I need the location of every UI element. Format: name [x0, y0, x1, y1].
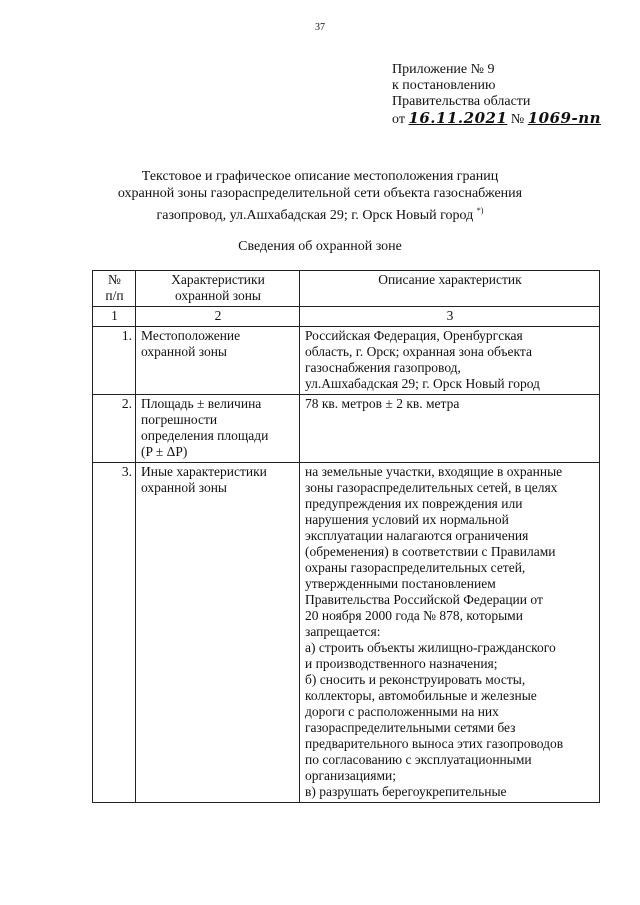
description-line: газораспределительными сетями без: [305, 720, 516, 735]
row-number: 2.: [93, 395, 136, 463]
header-description: Описание характеристик: [300, 271, 600, 307]
number-prefix: №: [510, 112, 525, 127]
title-line: [60, 202, 580, 224]
title-line: Текстовое и графическое описание местоположения границ: [141, 169, 499, 184]
handwritten-number: 1069-пп: [527, 109, 602, 127]
date-prefix: от: [392, 112, 405, 127]
description-line: (обременения) в соответствии с Правилами: [305, 544, 556, 559]
description-line: Российская Федерация, Оренбургская: [305, 328, 523, 343]
header-text: №: [108, 272, 121, 287]
description-line: предварительного выноса этих газопроводов: [305, 736, 564, 751]
description-line: предупреждения их повреждения или: [305, 496, 523, 511]
description-line: по согласованию с эксплуатационными: [305, 752, 532, 767]
table-header-row: [93, 271, 600, 307]
description-line: на земельные участки, входящие в охранные: [305, 464, 563, 479]
header-characteristic: [136, 271, 300, 307]
row-description: [300, 463, 600, 803]
title-line-text: газопровод, ул.Ашхабадская 29; г. Орск Новый город: [156, 208, 474, 223]
characteristic-line: Иные характеристики: [141, 464, 267, 479]
title-line: охранной зоны газораспределительной сети объекта газоснабжения: [117, 186, 523, 201]
appendix-line: Приложение № 9: [392, 62, 495, 77]
table-row: [93, 327, 600, 395]
row-characteristic: [136, 327, 300, 395]
description-line: эксплуатации налагаются ограничения: [305, 528, 529, 543]
description-line: нарушения условий их нормальной: [305, 512, 509, 527]
protection-zone-table: [92, 270, 600, 803]
header-text: п/п: [105, 288, 124, 303]
description-line: запрещается:: [305, 624, 381, 639]
description-line: охраны газораспределительных сетей,: [305, 560, 526, 575]
document-title: [60, 168, 580, 224]
handwritten-date: 16.11.2021: [408, 109, 508, 127]
characteristic-line: Местоположение: [141, 328, 241, 343]
description-line: и производственного назначения;: [305, 656, 498, 671]
column-number: 1: [93, 307, 136, 327]
column-number: 2: [136, 307, 300, 327]
description-line: газоснабжения газопровод,: [305, 360, 461, 375]
row-characteristic: [136, 463, 300, 803]
description-line: 20 ноября 2000 года № 878, которыми: [305, 608, 523, 623]
header-text: охранной зоны: [174, 288, 261, 303]
column-number: 3: [300, 307, 600, 327]
row-description: [300, 395, 600, 463]
header-number: [93, 271, 136, 307]
characteristic-line: определения площади: [141, 428, 269, 443]
description-line: область, г. Орск; охранная зона объекта: [305, 344, 532, 359]
description-line: а) строить объекты жилищно-гражданского: [305, 640, 556, 655]
description-line: в) разрушать берегоукрепительные: [305, 784, 507, 799]
page-number: 37: [315, 22, 325, 33]
characteristic-line: погрешности: [141, 412, 218, 427]
row-description: [300, 327, 600, 395]
description-line: ул.Ашхабадская 29; г. Орск Новый город: [305, 376, 540, 391]
description-line: утвержденными постановлением: [305, 576, 496, 591]
footnote-mark: *): [476, 206, 484, 215]
description-line: б) сносить и реконструировать мосты,: [305, 672, 526, 687]
table-row: [93, 395, 600, 463]
characteristic-line: Площадь ± величина: [141, 396, 262, 411]
section-subtitle: Сведения об охранной зоне: [238, 239, 402, 254]
description-line: организациями;: [305, 768, 396, 783]
characteristic-line: охранной зоны: [141, 344, 228, 359]
description-line: коллекторы, автомобильные и железные: [305, 688, 537, 703]
row-number: 3.: [93, 463, 136, 803]
description-line: Правительства Российской Федерации от: [305, 592, 543, 607]
characteristic-line: (P ± ΔP): [141, 444, 188, 459]
appendix-date-line: [392, 110, 601, 128]
table-numbering-row: [93, 307, 600, 327]
description-line: зоны газораспределительных сетей, в целях: [305, 480, 558, 495]
characteristic-line: охранной зоны: [141, 480, 228, 495]
appendix-line: к постановлению: [392, 78, 496, 93]
table-row: [93, 463, 600, 803]
description-line: дороги с расположенными на них: [305, 704, 499, 719]
description-line: 78 кв. метров ± 2 кв. метра: [305, 396, 460, 411]
appendix-header: [392, 62, 601, 128]
row-characteristic: [136, 395, 300, 463]
header-text: Характеристики: [171, 272, 265, 287]
appendix-line: Правительства области: [392, 94, 531, 109]
row-number: 1.: [93, 327, 136, 395]
